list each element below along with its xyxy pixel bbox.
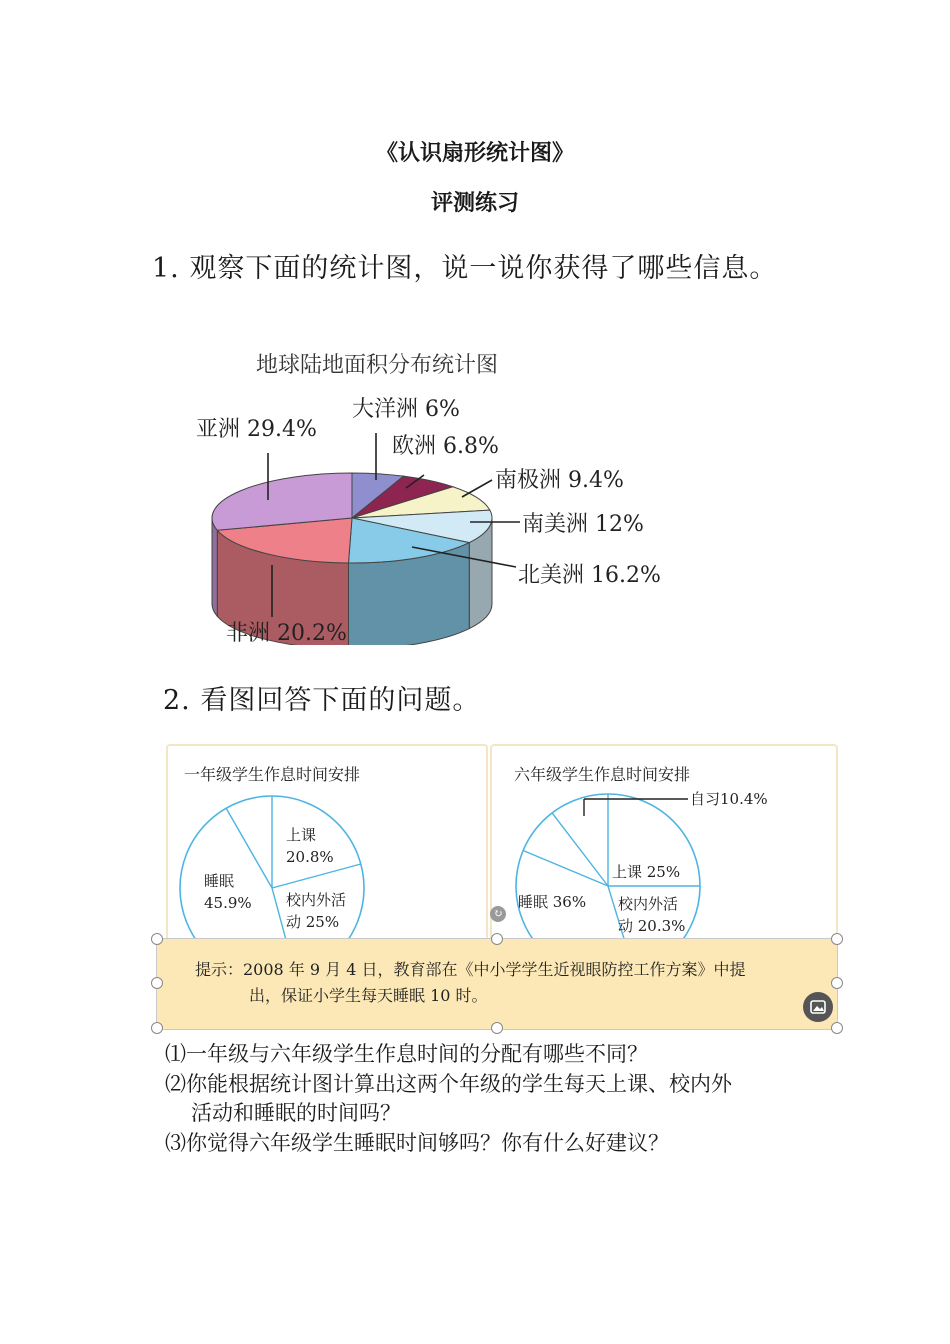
- image-icon[interactable]: [803, 992, 833, 1022]
- grade1-panel: [166, 744, 488, 948]
- resize-handle-bc[interactable]: [491, 1022, 503, 1034]
- grade1-class-pct: 20.8%: [286, 848, 334, 866]
- grade6-chart-title: 六年级学生作息时间安排: [514, 765, 691, 784]
- resize-handle-tl[interactable]: [151, 933, 163, 945]
- grade1-label-sleep: 睡眠 45.9%: [204, 872, 252, 912]
- resize-handle-tr[interactable]: [831, 933, 843, 945]
- sub-question-2: ⑵你能根据统计图计算出这两个年级的学生每天上课、校内外: [165, 1072, 732, 1096]
- question-1-heading: 1. 观察下面的统计图，说一说你获得了哪些信息。: [152, 253, 778, 284]
- slice-label-north-america: 北美洲 16.2%: [518, 563, 661, 588]
- pie-side-亚洲: [212, 518, 217, 616]
- resize-handle-ml[interactable]: [151, 977, 163, 989]
- sub-question-3: ⑶你觉得六年级学生睡眠时间够吗？你有什么好建议？: [165, 1131, 669, 1155]
- tip-box[interactable]: [156, 938, 838, 1030]
- tip-line-2: 出，保证小学生每天睡眠 10 时。: [249, 986, 488, 1005]
- grade1-label-class: [286, 824, 334, 868]
- grade1-label-activity: 校内外活 动 25%: [286, 891, 347, 931]
- grade6-label-activity: 校内外活 动 20.3%: [618, 895, 686, 935]
- grade6-label-selfstudy: 自习10.4%: [690, 790, 768, 808]
- grade1-class-name: 上课: [286, 826, 317, 844]
- slice-label-asia: 亚洲 29.4%: [196, 417, 317, 442]
- resize-handle-mr[interactable]: [831, 977, 843, 989]
- grade6-label-sleep: 睡眠 36%: [518, 893, 587, 911]
- grade6-panel: [490, 744, 838, 948]
- slice-label-south-america: 南美洲 12%: [522, 512, 644, 537]
- grade1-chart-title: 一年级学生作息时间安排: [184, 765, 361, 784]
- resize-handle-tc[interactable]: [491, 933, 503, 945]
- document-subtitle: 评测练习: [430, 190, 519, 216]
- slice-label-oceania: 大洋洲 6%: [352, 397, 460, 422]
- resize-handle-bl[interactable]: [151, 1022, 163, 1034]
- document-title: 《认识扇形统计图》: [375, 140, 574, 166]
- grade6-label-class: 上课 25%: [612, 863, 681, 881]
- slice-label-antarctica: 南极洲 9.4%: [495, 468, 624, 493]
- sub-question-1: ⑴一年级与六年级学生作息时间的分配有哪些不同？: [165, 1042, 648, 1066]
- slice-label-africa: 非洲 20.2%: [226, 621, 347, 646]
- resize-handle-br[interactable]: [831, 1022, 843, 1034]
- tip-line-1: 提示：2008 年 9 月 4 日，教育部在《中小学学生近视眼防控工作方案》中提: [195, 960, 746, 979]
- sub-question-2-cont: 活动和睡眠的时间吗？: [191, 1101, 401, 1125]
- rotate-icon[interactable]: ↻: [490, 906, 506, 922]
- slice-label-europe: 欧洲 6.8%: [392, 434, 499, 459]
- leader-line: [462, 480, 492, 497]
- question-2-heading: 2. 看图回答下面的问题。: [163, 685, 481, 716]
- chart-title: 地球陆地面积分布统计图: [256, 353, 499, 378]
